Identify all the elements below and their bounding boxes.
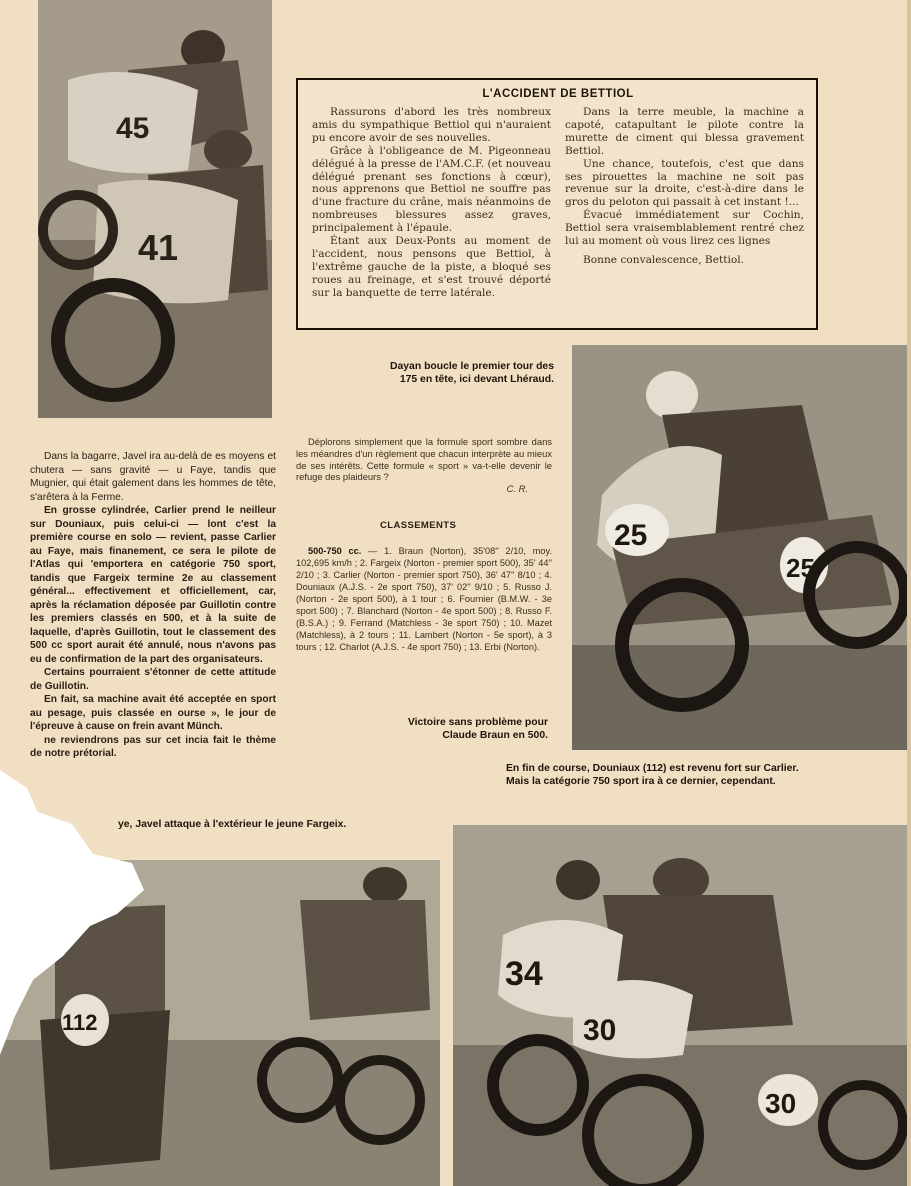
box-paragraph: Évacué immédiatement sur Cochin, Bettiol sera vraisemblablement rentré chez lui au moment où vous lirez ces lignes xyxy=(565,209,804,248)
classements-heading: CLASSEMENTS xyxy=(380,520,457,531)
photo-riders-45-41-drawing xyxy=(38,0,272,418)
box-paragraph: Une chance, toutefois, c'est que dans ses pirouettes la machine ne soit pas revenue sur la droite, c'est-à-dire dans le gros du peloton qui passait à cet instant !... xyxy=(565,157,804,209)
results-category: 500-750 cc. xyxy=(308,546,362,556)
body-paragraph: Certains pourraient s'étonner de cette attitude de Guillotin. xyxy=(30,667,276,692)
results-text xyxy=(296,545,552,653)
body-paragraph: En fait, sa machine avait été acceptée en sport au pesage, puis classée en ourse », le jour de l'épreuve à cause on frein avant Münch. xyxy=(30,694,276,732)
box-column-2 xyxy=(565,106,804,300)
box-paragraph: Grâce à l'obligeance de M. Pigeonneau délégué à la presse de l'AM.C.F. (et nouveau délégué prenant ses fonctions à cœur), nous apprenons que Bettiol ne souffre pas d'une fracture du crâne, mais néanmoins de nombreuses blessures assez graves, principalement à l'épaule. xyxy=(312,144,551,235)
race-number-34: 34 xyxy=(505,955,543,993)
paper-edge xyxy=(907,0,911,1186)
photo-riders-34-30 xyxy=(453,825,908,1186)
race-number-30: 30 xyxy=(583,1014,617,1047)
caption-javel: ye, Javel attaque à l'extérieur le jeune Fargeix. xyxy=(118,819,347,830)
box-paragraph: Bonne convalescence, Bettiol. xyxy=(583,253,745,266)
race-number-41: 41 xyxy=(138,227,179,268)
caption-douniaux: En fin de course, Douniaux (112) est revenu fort sur Carlier. Mais la catégorie 750 sport ira à ce dernier, cependant. xyxy=(506,763,799,787)
box-paragraph: Rassurons d'abord les très nombreux amis du sympathique Bettiol qui n'auraient pu encore avoir de ses nouvelles. xyxy=(312,106,551,144)
left-body-text xyxy=(30,450,276,761)
race-number-25-side: 25 xyxy=(786,553,815,583)
box-paragraph: Dans la terre meuble, la machine a capoté, catapultant le pilote contre la murette de ciment qui blessa gravement Bettiol. xyxy=(565,106,804,157)
race-number-45: 45 xyxy=(116,112,150,145)
box-paragraph: Étant aux Deux-Ponts au moment de l'accident, nous pensons que Bettiol, à l'extrême gauche de la piste, a bloqué ses roues au freinage, et s'est trouvé déporté sur la banquette de terre latérale. xyxy=(312,235,551,299)
race-number-25: 25 xyxy=(614,519,648,552)
accident-box xyxy=(296,78,818,330)
race-number-30-side: 30 xyxy=(765,1088,797,1119)
results-list: — 1. Braun (Norton), 35'08'' 2/10, moy. 102,695 km/h ; 2. Fargeix (Norton - premier sport 500), 35' 44'' 2/10 ; 3. Carlier (Norton - premier sport 750), 36' 47'' 8/10 ; 4. Douniaux (A.J.S. - 2e sport 750), 37' 02'' 9/10 ; 5. Russo J. (Norton - 2e sport 500), à 1 tour ; 6. Fournier (B.M.W. - 3e sport 500) ; 7. Blanchard (Norton - 4e sport 500) ; 8. Russo F. (B.S.A.) ; 9. Ferrand (Matchless - 3e sport 750) ; 10. Mazet (Matchless), à 2 tours ; 11. Lambert (Norton - 5e sport), à 3 tours ; 12. Charlot (A.J.S. - 4e sport 750) ; 13. Erbi (Norton). xyxy=(296,546,553,652)
photo-rider-25 xyxy=(572,345,910,750)
caption-braun: Victoire sans problème pour Claude Braun en 500. xyxy=(407,717,548,741)
box-title: L'ACCIDENT DE BETTIOL xyxy=(482,88,634,100)
photo-riders-45-41 xyxy=(38,0,272,418)
signature: C. R. xyxy=(506,483,528,495)
photo-rider-25-drawing xyxy=(572,345,910,750)
body-paragraph: ne reviendrons pas sur cet incia fait le thème de notre prétorial. xyxy=(30,734,276,759)
photo-riders-34-30-drawing xyxy=(453,825,908,1186)
box-column-1 xyxy=(312,106,551,300)
editorial-note xyxy=(296,436,552,495)
results-paragraph xyxy=(296,545,552,653)
race-number-112: 112 xyxy=(62,1010,98,1035)
caption-dayan: Dayan boucle le premier tour des 175 en tête, ici devant Lhéraud. xyxy=(390,361,554,385)
body-paragraph: En grosse cylindrée, Carlier prend le neilleur sur Douniaux, puis celui-ci — lont c'est la première course en solo — revient, passe Carlier au Faye, mais finanement, ce sera le pilote de l'Atlas qui 'emportera en catégorie 750 sport, tandis que Fargeix termine 2e au classement général... effectivement et officiellement, car, après la réclamation déposée par Guillotin contre les premiers classés en 500, et à la suite de laquelle, d'après Guillotin, tout le classement des 500 cc sport aurait été annulé, nous n'avons pas eu de confirmation de la part des organisateurs. xyxy=(30,505,276,665)
editorial-paragraph: Déplorons simplement que la formule sport sombre dans les méandres d'un règlement que chacun interprète au mieux de ses intérêts. Cette formule « sport » va-t-elle devenir le refuge des plaideurs ? xyxy=(296,436,552,483)
body-paragraph: Dans la bagarre, Javel ira au-delà de es moyens et chutera — sans gravité — u Faye, tandis que Mugnier, qui était galement dans les hommes de tête, s'arêtera à la Ferme. xyxy=(30,451,276,503)
